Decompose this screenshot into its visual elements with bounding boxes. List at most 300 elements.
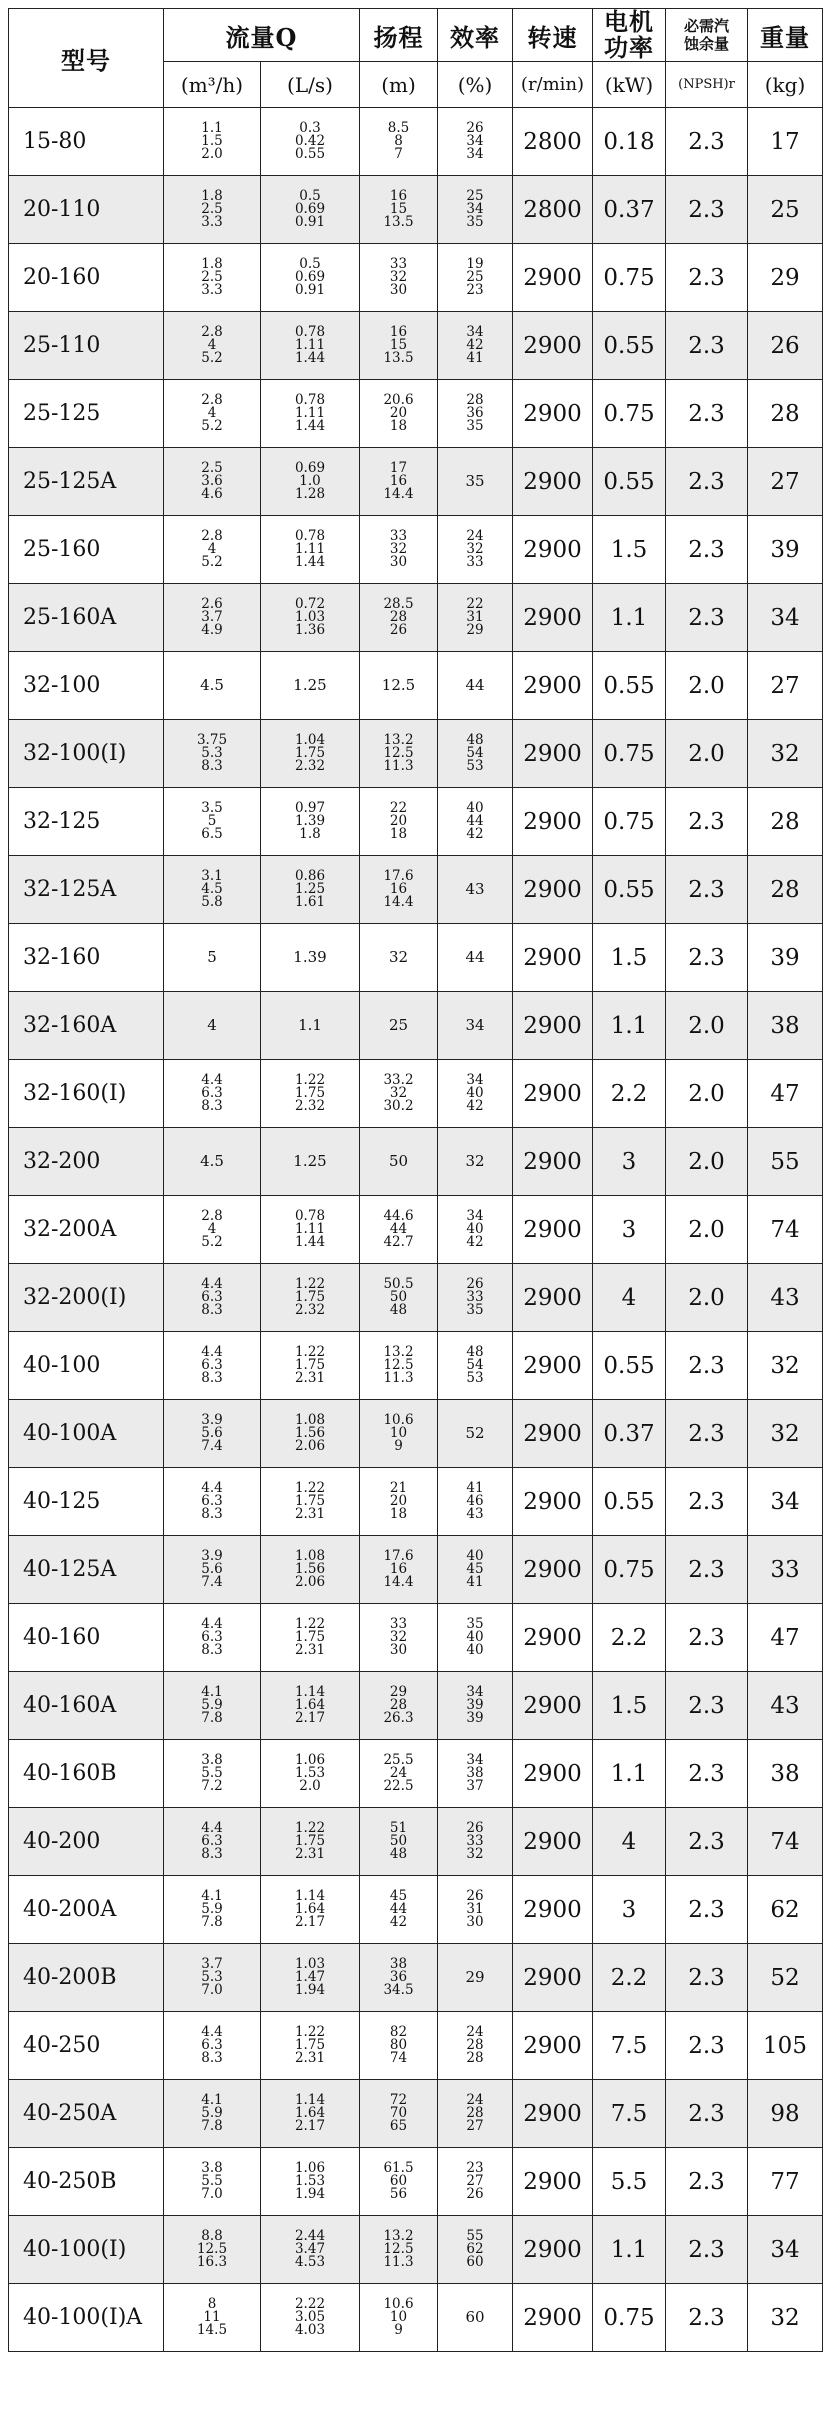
header-head: 扬程: [360, 9, 438, 62]
head-cell: [360, 2148, 438, 2216]
cell-value: 16: [389, 1561, 408, 1577]
weight-cell: 39: [748, 924, 823, 992]
npsh-cell: 2.3: [666, 584, 748, 652]
npsh-cell: 2.3: [666, 1672, 748, 1740]
cell-value: 4.4: [201, 1820, 223, 1836]
header-efficiency: 效率: [438, 9, 513, 62]
flow-ls-cell: [261, 380, 360, 448]
cell-value: 14.4: [383, 1574, 414, 1590]
cell-value: 10.6: [383, 1412, 414, 1428]
cell-value: 2.31: [294, 1506, 326, 1522]
flow-m3h-cell: [164, 1808, 261, 1876]
cell-value: 0.3: [299, 120, 321, 136]
cell-value: 1.44: [294, 1234, 326, 1250]
cell-value: 11.3: [383, 2254, 414, 2270]
speed-cell: 2900: [513, 244, 593, 312]
cell-value: 4.03: [294, 2322, 326, 2338]
power-cell: 7.5: [593, 2012, 666, 2080]
flow-m3h-cell: [164, 1740, 261, 1808]
cell-value: 1.56: [294, 1561, 326, 1577]
header-weight-unit: (kg): [748, 62, 823, 108]
cell-value: 8.8: [201, 2228, 223, 2244]
speed-cell: 2900: [513, 788, 593, 856]
cell-value: 4.5: [200, 1152, 224, 1170]
speed-cell: 2900: [513, 1740, 593, 1808]
cell-value: 40: [466, 1221, 484, 1237]
cell-value: 36: [466, 405, 484, 421]
flow-ls-cell: [261, 1468, 360, 1536]
flow-ls-cell: [261, 856, 360, 924]
flow-ls-cell: [261, 720, 360, 788]
flow-m3h-cell: [164, 1060, 261, 1128]
cell-value: 32: [389, 541, 408, 557]
cell-value: 30.2: [383, 1098, 414, 1114]
model-cell: 32-125: [9, 788, 164, 856]
cell-value: 10: [389, 2309, 408, 2325]
power-cell: 3: [593, 1196, 666, 1264]
head-cell: [360, 1400, 438, 1468]
model-cell: 40-250B: [9, 2148, 164, 2216]
efficiency-cell: [438, 652, 513, 720]
cell-value: 26: [466, 1276, 484, 1292]
table-row: [9, 1196, 823, 1264]
cell-value: 26: [466, 2186, 484, 2202]
weight-cell: 105: [748, 2012, 823, 2080]
cell-value: 42: [389, 1914, 408, 1930]
flow-m3h-cell: [164, 856, 261, 924]
cell-value: 24: [389, 1765, 408, 1781]
cell-value: 14.4: [383, 894, 414, 910]
cell-value: 0.86: [294, 868, 326, 884]
cell-value: 46: [466, 1493, 484, 1509]
efficiency-cell: [438, 1060, 513, 1128]
cell-value: 42: [466, 337, 484, 353]
cell-value: 2.0: [299, 1778, 321, 1794]
cell-value: 4.9: [201, 622, 223, 638]
flow-m3h-cell: [164, 2216, 261, 2284]
efficiency-cell: [438, 1740, 513, 1808]
npsh-cell: 2.3: [666, 108, 748, 176]
power-cell: 1.5: [593, 924, 666, 992]
cell-value: 8.5: [387, 120, 410, 136]
speed-cell: 2900: [513, 2216, 593, 2284]
head-cell: [360, 652, 438, 720]
cell-value: 1.64: [294, 1901, 326, 1917]
cell-value: 0.78: [294, 392, 326, 408]
npsh-cell: 2.3: [666, 1468, 748, 1536]
flow-m3h-cell: [164, 312, 261, 380]
cell-value: 28: [466, 2050, 484, 2066]
cell-value: 3.7: [201, 609, 223, 625]
cell-value: 13.5: [383, 350, 414, 366]
cell-value: 7: [394, 146, 403, 162]
npsh-cell: 2.3: [666, 448, 748, 516]
efficiency-cell: [438, 1604, 513, 1672]
weight-cell: 43: [748, 1672, 823, 1740]
cell-value: 2.6: [201, 596, 223, 612]
cell-value: 16: [389, 188, 408, 204]
cell-value: 12.5: [383, 2241, 414, 2257]
table-row: [9, 448, 823, 516]
cell-value: 4.4: [201, 2024, 223, 2040]
header-flow-unit-ls: (L/s): [261, 62, 360, 108]
efficiency-cell: [438, 720, 513, 788]
model-cell: 32-160: [9, 924, 164, 992]
power-cell: 3: [593, 1876, 666, 1944]
cell-value: 6.3: [201, 1289, 223, 1305]
npsh-cell: 2.3: [666, 2216, 748, 2284]
head-cell: [360, 1536, 438, 1604]
cell-value: 48: [389, 1846, 408, 1862]
flow-ls-cell: [261, 1808, 360, 1876]
flow-ls-cell: [261, 1740, 360, 1808]
cell-value: 2.0: [201, 146, 223, 162]
cell-value: 33: [466, 1833, 484, 1849]
cell-value: 29: [466, 622, 484, 638]
cell-value: 30: [389, 554, 408, 570]
efficiency-cell: [438, 1196, 513, 1264]
cell-value: 30: [389, 282, 408, 298]
cell-value: 1.75: [294, 1833, 326, 1849]
cell-value: 72: [389, 2092, 408, 2108]
cell-value: 29: [389, 1684, 408, 1700]
cell-value: 37: [466, 1778, 484, 1794]
flow-ls-cell: [261, 2284, 360, 2352]
head-cell: [360, 2284, 438, 2352]
cell-value: 1.8: [201, 256, 223, 272]
table-row: [9, 1876, 823, 1944]
model-cell: 25-125: [9, 380, 164, 448]
flow-ls-cell: [261, 1536, 360, 1604]
model-cell: 40-100(I)A: [9, 2284, 164, 2352]
header-motor-unit: (kW): [593, 62, 666, 108]
cell-value: 30: [389, 1642, 408, 1658]
cell-value: 1.22: [294, 1344, 326, 1360]
cell-value: 5.2: [201, 350, 223, 366]
table-row: [9, 1264, 823, 1332]
weight-cell: 77: [748, 2148, 823, 2216]
cell-value: 17: [389, 460, 408, 476]
power-cell: 0.37: [593, 176, 666, 244]
cell-value: 28: [389, 609, 408, 625]
npsh-cell: 2.0: [666, 720, 748, 788]
cell-value: 2.17: [294, 1914, 326, 1930]
efficiency-cell: [438, 2216, 513, 2284]
table-row: [9, 788, 823, 856]
cell-value: 16: [389, 324, 408, 340]
power-cell: 0.55: [593, 448, 666, 516]
power-cell: 1.1: [593, 584, 666, 652]
cell-value: 45: [466, 1561, 484, 1577]
cell-value: 7.0: [201, 1982, 223, 1998]
speed-cell: 2900: [513, 1264, 593, 1332]
cell-value: 42: [466, 826, 484, 842]
efficiency-cell: [438, 992, 513, 1060]
weight-cell: 39: [748, 516, 823, 584]
cell-value: 60: [466, 2254, 484, 2270]
cell-value: 40: [466, 800, 484, 816]
head-cell: [360, 2080, 438, 2148]
cell-value: 50: [389, 1833, 408, 1849]
cell-value: 34: [466, 133, 484, 149]
table-row: [9, 1128, 823, 1196]
cell-value: 1.04: [294, 732, 326, 748]
cell-value: 3.6: [201, 473, 223, 489]
cell-value: 65: [389, 2118, 408, 2134]
cell-value: 54: [466, 745, 484, 761]
cell-value: 7.2: [201, 1778, 223, 1794]
cell-value: 8: [207, 2296, 217, 2312]
header-npsh-unit: (NPSH)r: [666, 62, 748, 108]
cell-value: 42: [466, 1234, 484, 1250]
head-cell: [360, 1468, 438, 1536]
cell-value: 40: [466, 1629, 484, 1645]
cell-value: 34: [466, 1752, 484, 1768]
table-row: [9, 1400, 823, 1468]
speed-cell: 2900: [513, 720, 593, 788]
speed-cell: 2900: [513, 1604, 593, 1672]
table-row: [9, 108, 823, 176]
cell-value: 32: [466, 1846, 484, 1862]
cell-value: 20.6: [383, 392, 414, 408]
cell-value: 0.69: [294, 269, 326, 285]
cell-value: 32: [389, 269, 408, 285]
cell-value: 23: [466, 282, 484, 298]
speed-cell: 2900: [513, 992, 593, 1060]
power-cell: 0.75: [593, 1536, 666, 1604]
npsh-cell: 2.3: [666, 2148, 748, 2216]
power-cell: 2.2: [593, 1604, 666, 1672]
cell-value: 0.69: [294, 460, 326, 476]
cell-value: 5.5: [201, 1765, 223, 1781]
model-cell: 40-125A: [9, 1536, 164, 1604]
cell-value: 5.9: [201, 1901, 223, 1917]
cell-value: 28: [466, 392, 484, 408]
model-cell: 40-100A: [9, 1400, 164, 1468]
cell-value: 4.1: [201, 1684, 223, 1700]
cell-value: 1.75: [294, 1085, 326, 1101]
cell-value: 4.1: [201, 2092, 223, 2108]
cell-value: 1.56: [294, 1425, 326, 1441]
cell-value: 6.3: [201, 1085, 223, 1101]
speed-cell: 2900: [513, 1400, 593, 1468]
cell-value: 8.3: [201, 1846, 223, 1862]
cell-value: 28: [466, 2105, 484, 2121]
cell-value: 6.3: [201, 1493, 223, 1509]
flow-ls-cell: [261, 1196, 360, 1264]
speed-cell: 2900: [513, 1128, 593, 1196]
efficiency-cell: [438, 1128, 513, 1196]
head-cell: [360, 380, 438, 448]
flow-ls-cell: [261, 1400, 360, 1468]
cell-value: 2.17: [294, 1710, 326, 1726]
efficiency-cell: [438, 2012, 513, 2080]
cell-value: 1.25: [293, 1152, 327, 1170]
table-body: [9, 108, 823, 2352]
cell-value: 44: [389, 1901, 408, 1917]
flow-m3h-cell: [164, 1400, 261, 1468]
weight-cell: 98: [748, 2080, 823, 2148]
flow-ls-cell: [261, 448, 360, 516]
cell-value: 8.3: [201, 2050, 223, 2066]
cell-value: 6.3: [201, 1833, 223, 1849]
cell-value: 11.3: [383, 1370, 414, 1386]
cell-value: 2.5: [201, 460, 223, 476]
npsh-cell: 2.3: [666, 1604, 748, 1672]
cell-value: 48: [466, 732, 484, 748]
model-cell: 40-100: [9, 1332, 164, 1400]
table-row: [9, 176, 823, 244]
cell-value: 25.5: [383, 1752, 414, 1768]
cell-value: 35: [466, 1616, 484, 1632]
table-row: [9, 244, 823, 312]
cell-value: 1.11: [294, 541, 326, 557]
flow-ls-cell: [261, 516, 360, 584]
power-cell: 0.55: [593, 652, 666, 720]
cell-value: 12.5: [196, 2241, 228, 2257]
cell-value: 19: [466, 256, 484, 272]
cell-value: 9: [394, 2322, 403, 2338]
cell-value: 0.42: [294, 133, 326, 149]
efficiency-cell: [438, 2080, 513, 2148]
table-row: [9, 1060, 823, 1128]
cell-value: 2.31: [294, 1370, 326, 1386]
cell-value: 1.64: [294, 1697, 326, 1713]
cell-value: 0.5: [299, 256, 321, 272]
table-row: [9, 720, 823, 788]
power-cell: 7.5: [593, 2080, 666, 2148]
cell-value: 50: [388, 1152, 409, 1170]
cell-value: 42.7: [383, 1234, 414, 1250]
cell-value: 35: [466, 418, 484, 434]
cell-value: 1.75: [294, 1493, 326, 1509]
power-cell: 1.5: [593, 516, 666, 584]
speed-cell: 2900: [513, 2284, 593, 2352]
npsh-cell: 2.3: [666, 1944, 748, 2012]
header-speed-unit: (r/min): [513, 62, 593, 108]
cell-value: 32: [389, 1085, 408, 1101]
cell-value: 18: [389, 1506, 408, 1522]
flow-m3h-cell: [164, 448, 261, 516]
npsh-cell: 2.3: [666, 2284, 748, 2352]
cell-value: 3.7: [201, 1956, 223, 1972]
efficiency-cell: [438, 176, 513, 244]
flow-m3h-cell: [164, 652, 261, 720]
model-cell: 32-200(I): [9, 1264, 164, 1332]
flow-ls-cell: [261, 108, 360, 176]
cell-value: 1.1: [298, 1016, 322, 1034]
flow-m3h-cell: [164, 108, 261, 176]
model-cell: 40-160: [9, 1604, 164, 1672]
head-cell: [360, 176, 438, 244]
cell-value: 14.5: [196, 2322, 228, 2338]
model-cell: 40-200: [9, 1808, 164, 1876]
weight-cell: 28: [748, 788, 823, 856]
cell-value: 1.39: [293, 948, 327, 966]
cell-value: 12.5: [383, 1357, 414, 1373]
cell-value: 8.3: [201, 1098, 223, 1114]
weight-cell: 17: [748, 108, 823, 176]
cell-value: 40: [466, 1548, 484, 1564]
header-weight: 重量: [748, 9, 823, 62]
cell-value: 1.03: [294, 609, 326, 625]
weight-cell: 74: [748, 1808, 823, 1876]
cell-value: 0.97: [294, 800, 326, 816]
cell-value: 15: [389, 337, 408, 353]
efficiency-cell: [438, 856, 513, 924]
cell-value: 4.4: [201, 1072, 223, 1088]
cell-value: 34: [466, 1208, 484, 1224]
flow-ls-cell: [261, 2216, 360, 2284]
cell-value: 13.2: [383, 732, 414, 748]
head-cell: [360, 924, 438, 992]
cell-value: 1.25: [293, 676, 327, 694]
cell-value: 2.06: [294, 1574, 326, 1590]
cell-value: 33: [466, 554, 484, 570]
cell-value: 0.78: [294, 324, 326, 340]
head-cell: [360, 516, 438, 584]
model-cell: 32-125A: [9, 856, 164, 924]
weight-cell: 32: [748, 720, 823, 788]
cell-value: 1.94: [294, 1982, 326, 1998]
power-cell: 1.1: [593, 992, 666, 1060]
cell-value: 0.69: [294, 201, 326, 217]
efficiency-cell: [438, 584, 513, 652]
speed-cell: 2900: [513, 1944, 593, 2012]
cell-value: 17.6: [383, 868, 414, 884]
cell-value: 5.6: [201, 1425, 223, 1441]
cell-value: 34.5: [383, 1982, 414, 1998]
npsh-cell: 2.0: [666, 1196, 748, 1264]
cell-value: 1.06: [294, 2160, 326, 2176]
cell-value: 39: [466, 1710, 484, 1726]
cell-value: 1.06: [294, 1752, 326, 1768]
cell-value: 10.6: [383, 2296, 414, 2312]
cell-value: 56: [389, 2186, 408, 2202]
cell-value: 0.78: [294, 1208, 326, 1224]
model-cell: 32-200A: [9, 1196, 164, 1264]
weight-cell: 34: [748, 2216, 823, 2284]
cell-value: 3.05: [294, 2309, 326, 2325]
head-cell: [360, 1876, 438, 1944]
weight-cell: 32: [748, 1332, 823, 1400]
flow-m3h-cell: [164, 2080, 261, 2148]
cell-value: 44: [466, 813, 484, 829]
cell-value: 3.3: [201, 214, 223, 230]
cell-value: 1.39: [294, 813, 326, 829]
weight-cell: 55: [748, 1128, 823, 1196]
cell-value: 7.4: [201, 1438, 223, 1454]
cell-value: 7.0: [201, 2186, 223, 2202]
table-row: [9, 1944, 823, 2012]
flow-ls-cell: [261, 176, 360, 244]
speed-cell: 2900: [513, 652, 593, 720]
cell-value: 4.5: [200, 676, 224, 694]
cell-value: 2.31: [294, 1846, 326, 1862]
cell-value: 27: [466, 2173, 484, 2189]
cell-value: 10: [389, 1425, 408, 1441]
head-cell: [360, 788, 438, 856]
table-row: [9, 516, 823, 584]
flow-m3h-cell: [164, 2148, 261, 2216]
weight-cell: 28: [748, 856, 823, 924]
cell-value: 4: [207, 1016, 217, 1034]
npsh-cell: 2.3: [666, 380, 748, 448]
weight-cell: 32: [748, 1400, 823, 1468]
cell-value: 24: [466, 2024, 484, 2040]
cell-value: 28: [389, 1697, 408, 1713]
npsh-cell: 2.0: [666, 652, 748, 720]
